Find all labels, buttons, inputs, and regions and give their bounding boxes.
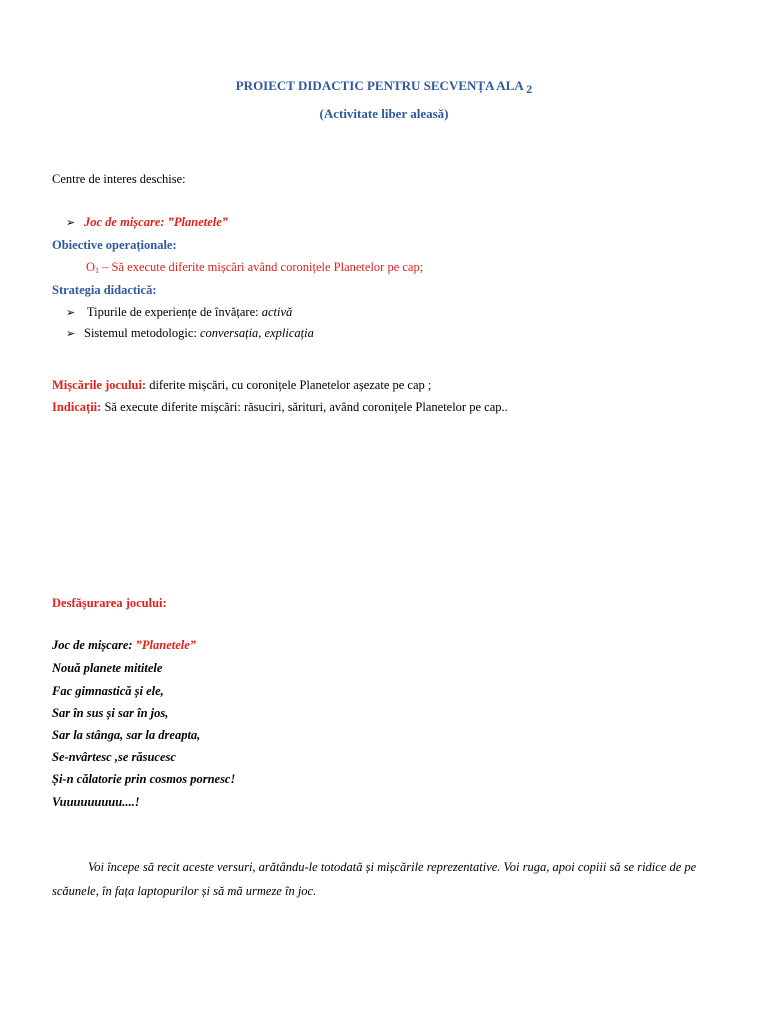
poem-title-name: ”Planetele”	[135, 638, 197, 652]
poem-title-prefix: Joc de mișcare:	[52, 638, 136, 652]
title-number: 2	[526, 82, 533, 96]
moves-text: diferite mișcări, cu coronițele Planetelor așezate pe cap ;	[146, 378, 432, 392]
poem-line: Sar în sus și sar în jos,	[52, 706, 169, 720]
arrow-bullet-icon: ➢	[66, 307, 76, 319]
objective-text: – Să execute diferite mișcări având coronițele Planetelor pe cap;	[99, 260, 424, 274]
strategy-value: activă	[261, 305, 293, 319]
strategy-item	[66, 305, 292, 320]
centre-label: Centre de interes deschise:	[52, 172, 186, 186]
indications-text: Să execute diferite mișcări: răsuciri, sărituri, având coronițele Planetelor pe cap..	[101, 400, 508, 414]
strategy-item	[66, 326, 314, 341]
objective-prefix: O	[86, 260, 96, 274]
page-subtitle: (Activitate liber aleasă)	[319, 106, 449, 121]
desfasurare-heading: Desfășurarea jocului:	[52, 596, 167, 610]
objective-sub: 1	[95, 266, 100, 275]
indications-line	[52, 400, 508, 415]
objectives-heading: Obiective operaționale:	[52, 238, 177, 252]
page-title	[0, 78, 768, 97]
poem-line: Sar la stânga, sar la dreapta,	[52, 728, 201, 742]
poem-line: Se-nvârtesc ,se răsucesc	[52, 750, 176, 764]
arrow-bullet-icon: ➢	[66, 217, 76, 229]
poem-line: Fac gimnastică și ele,	[52, 684, 164, 698]
poem-line: Nouă planete mititele	[52, 661, 163, 675]
arrow-bullet-icon: ➢	[66, 328, 76, 340]
game-line	[66, 215, 228, 230]
game-prefix: Joc de mișcare:	[84, 215, 168, 229]
poem-title	[52, 638, 196, 653]
title-text: PROIECT DIDACTIC PENTRU SECVENȚA ALA	[235, 78, 523, 93]
indications-label: Indicații:	[52, 400, 102, 414]
game-name: ”Planetele”	[167, 215, 229, 229]
strategy-label: Sistemul metodologic:	[84, 326, 200, 340]
moves-line	[52, 378, 431, 393]
poem-line: Vuuuuuuuuu....!	[52, 795, 140, 809]
strategy-value: conversația, explicația	[199, 326, 314, 340]
description-paragraph: Voi începe să recit aceste versuri, arătându-le totodată și mișcările reprezentative. Voi ruga, apoi copiii să se ridice de pe scăunele, în fața laptopurilor și să mă urmeze în joc.	[52, 860, 697, 898]
strategy-label: Tipurile de experiențe de învățare:	[84, 305, 262, 319]
moves-label: Mișcările jocului:	[52, 378, 147, 392]
objective-line	[86, 260, 423, 275]
strategy-heading: Strategia didactică:	[52, 283, 157, 297]
poem-line: Și-n călatorie prin cosmos pornesc!	[52, 772, 236, 786]
